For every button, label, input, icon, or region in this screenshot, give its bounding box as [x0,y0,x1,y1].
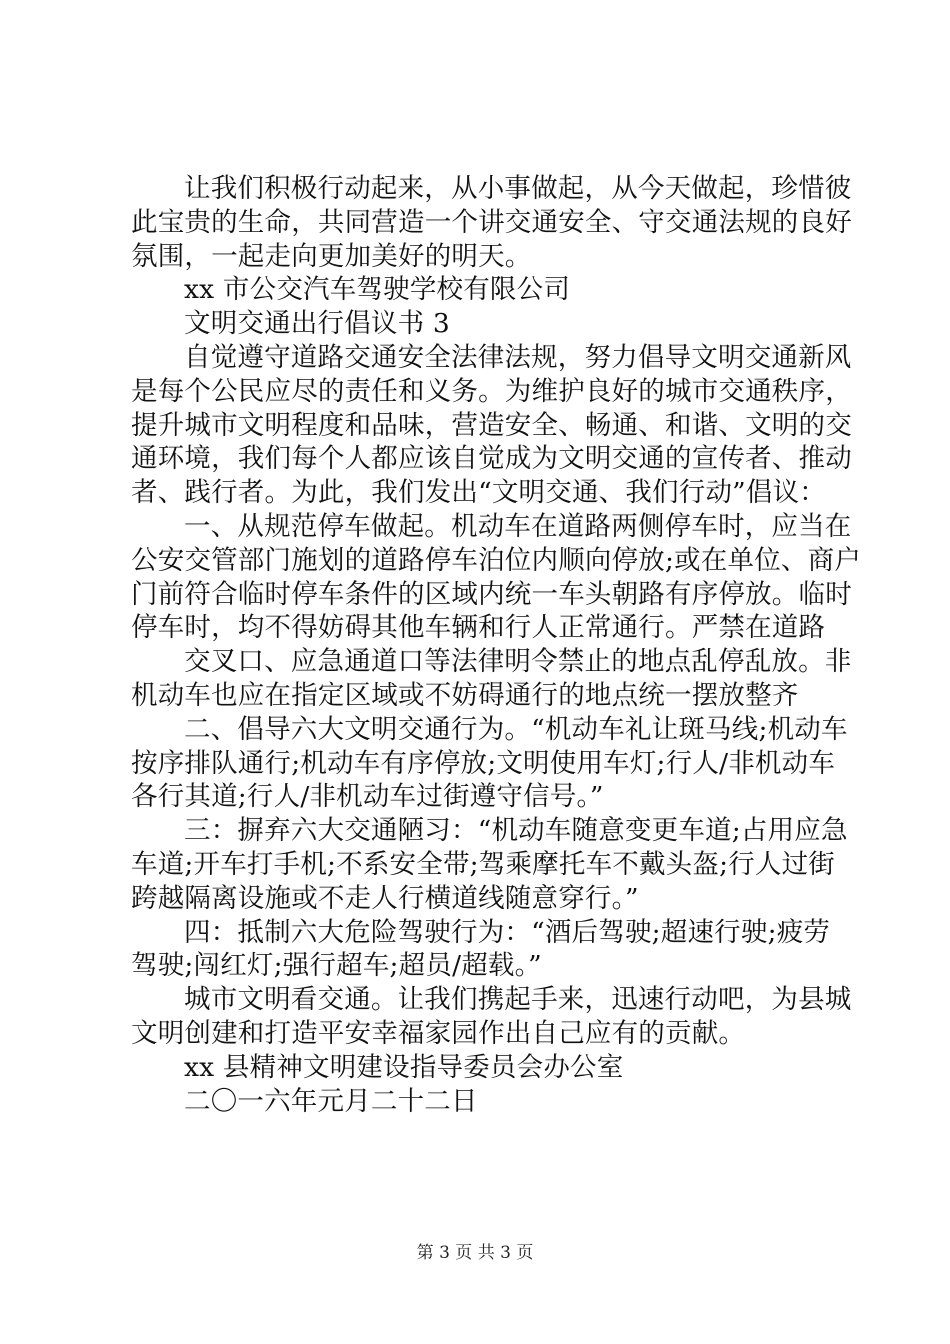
text-line: xx 市公交汽车驾驶学校有限公司 [184,274,571,306]
text-line: 交叉口、应急通道口等法律明令禁止的地点乱停乱放。非 [184,646,852,678]
text-line: 文明交通出行倡议书 3 [184,308,450,340]
text-line: 通环境，我们每个人都应该自觉成为文明交通的宣传者、推动 [131,443,852,475]
text-line: 是每个公民应尽的责任和义务。为维护良好的城市交通秩序， [131,375,852,407]
text-line: 四：抵制六大危险驾驶行为：“酒后驾驶;超速行驶;疲劳 [184,916,831,948]
text-line: 此宝贵的生命，共同营造一个讲交通安全、守交通法规的良好 [131,206,852,238]
text-line: 公安交管部门施划的道路停车泊位内顺向停放;或在单位、商户 [131,544,862,576]
text-line: 者、践行者。为此，我们发出“文明交通、我们行动”倡议： [131,477,826,509]
text-line: 车道;开车打手机;不系安全带;驾乘摩托车不戴头盔;行人过街 [131,848,836,880]
text-line: 各行其道;行人/非机动车过街遵守信号。” [131,781,604,813]
text-line: 让我们积极行动起来，从小事做起，从今天做起，珍惜彼 [184,173,852,204]
text-line: 氛围，一起走向更加美好的明天。 [131,240,532,272]
text-line: 三：摒弃六大交通陋习：“机动车随意变更车道;占用应急 [184,815,848,847]
text-line: 二、倡导六大文明交通行为。“机动车礼让斑马线;机动车 [184,713,848,745]
text-line: 文明创建和打造平安幸福家园作出自己应有的贡献。 [131,1017,746,1049]
text-line: 停车时，均不得妨碍其他车辆和行人正常通行。严禁在道路 [131,612,826,644]
text-line: 机动车也应在指定区域或不妨碍通行的地点统一摆放整齐 [131,679,799,711]
page-footer: 第 3 页 共 3 页 [416,1243,534,1263]
document-body [131,172,862,1118]
text-line: 自觉遵守道路交通安全法律法规，努力倡导文明交通新风 [184,341,852,373]
text-line: 二〇一六年元月二十二日 [184,1085,478,1117]
text-line: xx 县精神文明建设指导委员会办公室 [184,1051,624,1083]
text-line: 驾驶;闯红灯;强行超车;超员/超载。” [131,950,542,982]
text-line: 提升城市文明程度和品味，营造安全、畅通、和谐、文明的交 [131,409,852,441]
text-line: 按序排队通行;机动车有序停放;文明使用车灯;行人/非机动车 [131,747,836,779]
text-line: 一、从规范停车做起。机动车在道路两侧停车时，应当在 [184,510,852,542]
text-line: 门前符合临时停车条件的区域内统一车头朝路有序停放。临时 [131,578,852,610]
text-line: 跨越隔离设施或不走人行横道线随意穿行。” [131,882,639,914]
text-line: 城市文明看交通。让我们携起手来，迅速行动吧，为县城 [184,984,852,1016]
